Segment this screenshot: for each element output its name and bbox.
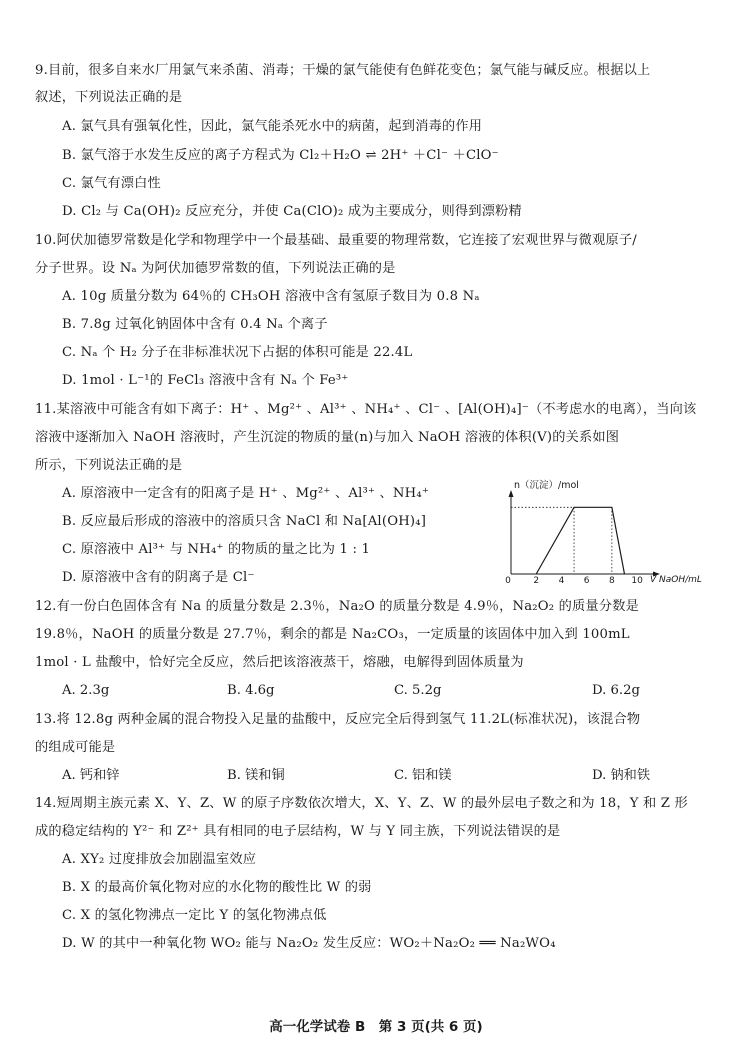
q14-stem-line-2: 成的稳定结构的 Y²⁻ 和 Z²⁺ 具有相同的电子层结构，W 与 Y 同主族，下列说法错误的是 [35,824,561,839]
q11-option-b: B. 反应最后形成的溶液中的溶质只含 NaCl 和 Na[Al(OH)₄] [62,514,427,529]
graph-guides [511,507,612,574]
q12-stem-line-1: 12.有一份白色固体含有 Na 的质量分数是 2.3％，Na₂O 的质量分数是 4.9％，Na₂O₂ 的质量分数是 [35,599,639,614]
q13-stem-line-2: 的组成可能是 [35,740,116,755]
q9-option-a: A. 氯气具有强氧化性，因此，氯气能杀死水中的病菌，起到消毒的作用 [62,119,483,134]
graph-x-tick-label: 10 [631,576,643,584]
graph-origin-label: 0 [505,576,511,584]
q11-stem-line-3: 所示，下列说法正确的是 [35,458,183,473]
graph-y-arrow [509,490,514,497]
q13-stem-line-1: 13.将 12.8g 两种金属的混合物投入足量的盐酸中，反应完全后得到氢气 11.2L(标准状况)，该混合物 [35,712,641,727]
q11-option-c: C. 原溶液中 Al³⁺ 与 NH₄⁺ 的物质的量之比为 1 : 1 [62,542,371,557]
q12-option-d: D. 6.2g [592,683,640,698]
q14-option-a: A. XY₂ 过度排放会加剧温室效应 [62,852,257,867]
q10-option-b: B. 7.8g 过氧化钠固体中含有 0.4 Nₐ 个离子 [62,317,328,332]
graph-precipitate-curve [536,507,624,574]
q9-stem-line-2: 叙述，下列说法正确的是 [35,90,183,105]
q10-stem-line-2: 分子世界。设 Nₐ 为阿伏加德罗常数的值，下列说法正确的是 [35,261,396,276]
q9-option-c: C. 氯气有漂白性 [62,176,161,191]
graph-x-tick-label: 8 [609,576,615,584]
q11-stem-line-1: 11.某溶液中可能含有如下离子：H⁺ 、Mg²⁺ 、Al³⁺ 、NH₄⁺ 、Cl⁻ 、[Al(OH)₄]⁻（不考虑水的电离），当向该 [35,402,697,417]
q14-option-b: B. X 的最高价氧化物对应的水化物的酸性比 W 的弱 [62,880,372,895]
q13-option-d: D. 钠和铁 [592,768,651,783]
q13-option-c: C. 铝和镁 [394,768,452,783]
q14-option-c: C. X 的氢化物沸点一定比 Y 的氢化物沸点低 [62,908,327,923]
q13-option-a: A. 钙和锌 [62,768,120,783]
page-footer: 高一化学试卷 B 第 3 页(共 6 页) [269,1019,483,1035]
graph-y-axis-label: n（沉淀）/mol [514,480,579,491]
graph-x-tick-label: 2 [533,576,540,584]
q9-option-b: B. 氯气溶于水发生反应的离子方程式为 Cl₂＋H₂O ⇌ 2H⁺ ＋Cl⁻ ＋ClO⁻ [62,148,499,163]
graph-x-ticks [533,576,643,584]
q12-option-c: C. 5.2g [394,683,442,698]
q10-option-d: D. 1mol · L⁻¹的 FeCl₃ 溶液中含有 Nₐ 个 Fe³⁺ [62,373,349,388]
q11-stem-line-2: 溶液中逐渐加入 NaOH 溶液时，产生沉淀的物质的量(n)与加入 NaOH 溶液的体积(V)的关系如图 [35,430,620,445]
q13-option-b: B. 镁和铜 [227,768,285,783]
q10-option-a: A. 10g 质量分数为 64％的 CH₃OH 溶液中含有氢原子数目为 0.8 Nₐ [62,289,480,304]
q11-precipitate-graph [500,476,715,584]
graph-x-tick-label: 6 [583,576,590,584]
q12-option-a: A. 2.3g [62,683,110,698]
q12-stem-line-3: 1mol · L 盐酸中，恰好完全反应，然后把该溶液蒸干，熔融，电解得到固体质量为 [35,655,524,670]
q11-option-a: A. 原溶液中一定含有的阳离子是 H⁺ 、Mg²⁺ 、Al³⁺ 、NH₄⁺ [62,486,430,501]
q14-stem-line-1: 14.短周期主族元素 X、Y、Z、W 的原子序数依次增大，X、Y、Z、W 的最外层电子数之和为 18，Y 和 Z 形 [35,796,688,811]
graph-x-tick-label: 4 [558,576,565,584]
q9-option-d: D. Cl₂ 与 Ca(OH)₂ 反应充分，并使 Ca(ClO)₂ 成为主要成分，则得到漂粉精 [62,204,522,219]
q10-option-c: C. Nₐ 个 H₂ 分子在非标准状况下占据的体积可能是 22.4L [62,345,413,360]
q10-stem-line-1: 10.阿伏加德罗常数是化学和物理学中一个最基础、最重要的物理常数，它连接了宏观世界与微观原子/ [35,233,637,248]
q14-option-d: D. W 的其中一种氧化物 WO₂ 能与 Na₂O₂ 发生反应：WO₂＋Na₂O₂ ══ Na₂WO₄ [62,936,556,951]
q12-stem-line-2: 19.8％，NaOH 的质量分数是 27.7％，剩余的都是 Na₂CO₃，一定质量的该固体中加入到 100mL [35,627,630,642]
q9-stem-line-1: 9.目前，很多自来水厂用氯气来杀菌、消毒；干燥的氯气能使有色鲜花变色；氯气能与碱反应。根据以上 [35,63,651,78]
graph-x-axis-label: V NaOH/mL [650,575,702,584]
q11-option-d: D. 原溶液中含有的阴离子是 Cl⁻ [62,570,255,585]
q12-option-b: B. 4.6g [227,683,275,698]
